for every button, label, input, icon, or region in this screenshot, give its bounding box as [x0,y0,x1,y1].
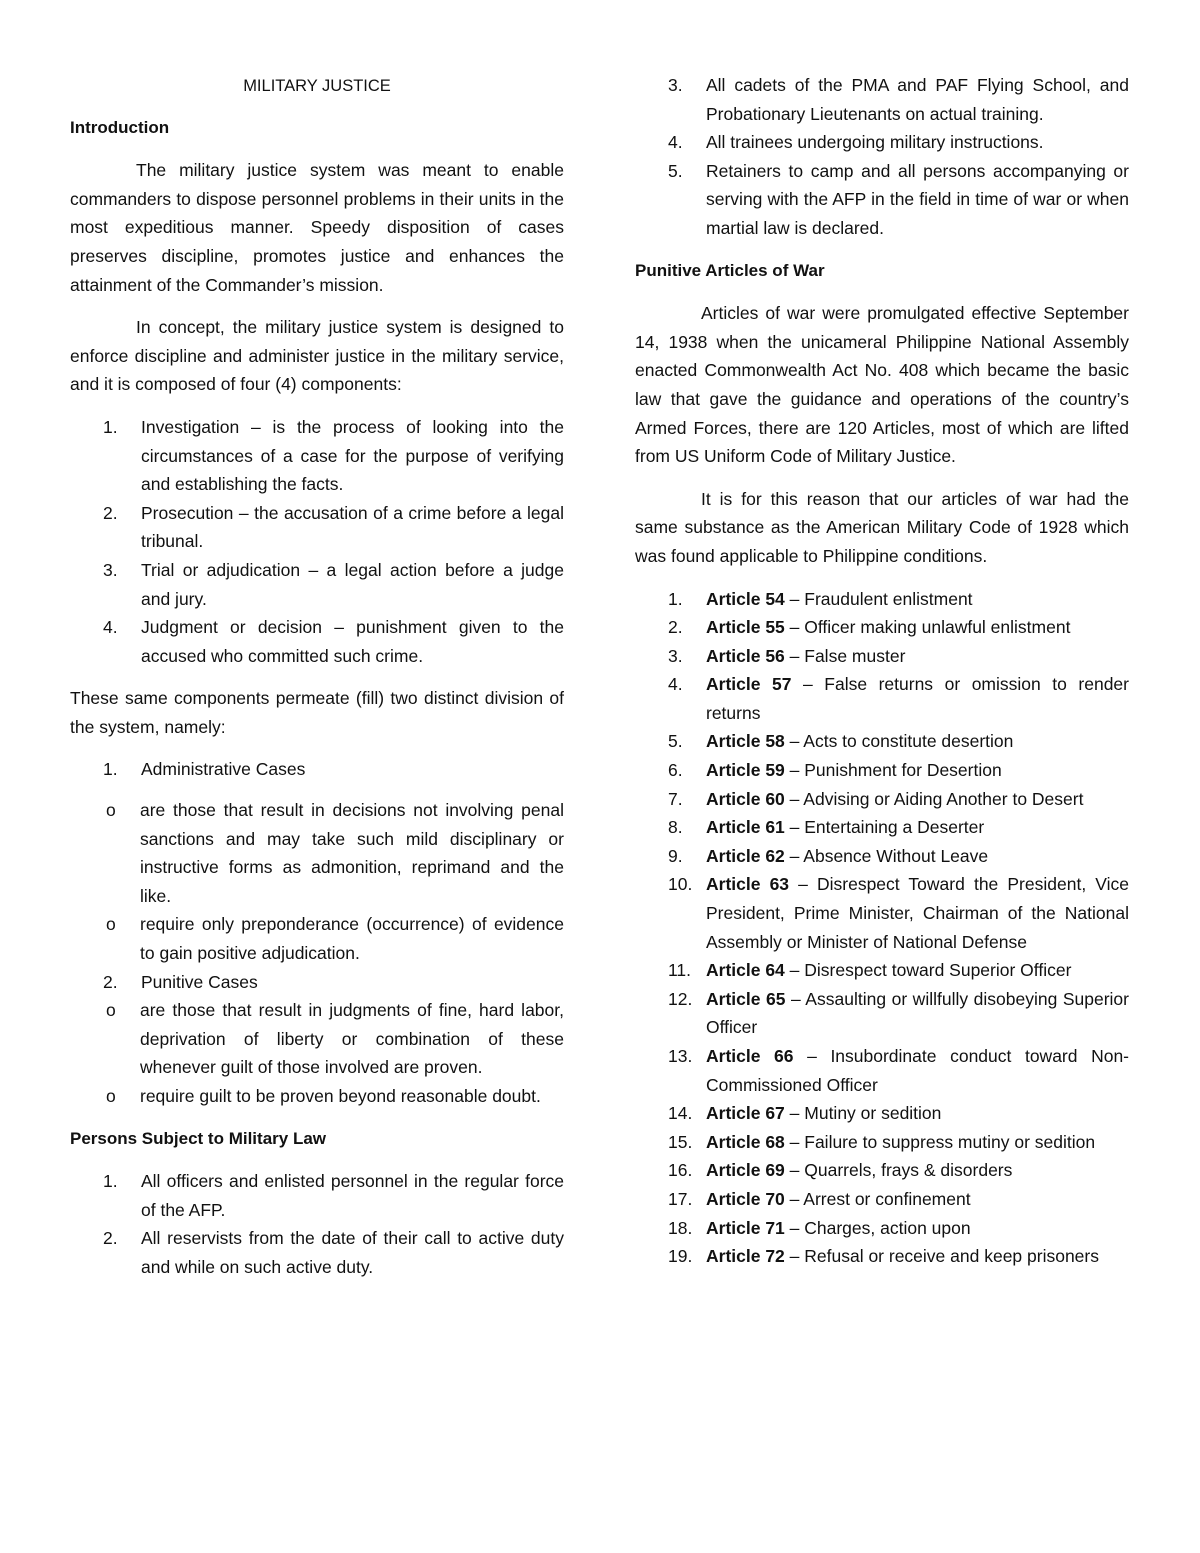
list-item: 1. Article 54 – Fraudulent enlistment [668,588,973,609]
list-item: 5. Retainers to camp and all persons accompanying or serving with the AFP in the field in time of war or when martial law is declared. [668,160,1129,238]
intro-paragraph-3: These same components permeate (fill) two distinct division of the system, namely: [70,688,564,737]
list-item: 13. Article 66 – Insubordinate conduct toward Non-Commissioned Officer [668,1046,1130,1095]
list-item: 2. Prosecution – the accusation of a crime before a legal tribunal. [103,502,564,552]
list-item: 18. Article 71 – Charges, action upon [668,1217,971,1238]
list-item: o require guilt to be proven beyond reasonable doubt. [106,1086,541,1106]
articles-list [635,585,1129,1271]
list-item: 8. Article 61 – Entertaining a Deserter [668,817,985,838]
list-item: 1. Administrative Cases [103,759,306,780]
list-item: 4. Judgment or decision – punishment given to the accused who committed such crime. [103,617,564,666]
list-item: 11. Article 64 – Disrespect toward Superior Officer [668,960,1072,981]
intro-paragraph-2: In concept, the military justice system is designed to enforce discipline and administer justice in the military service, and it is composed of four (4) components: [70,317,564,395]
list-item: 17. Article 70 – Arrest or confinement [668,1188,971,1209]
introduction-heading: Introduction [70,117,170,137]
list-item: 15. Article 68 – Failure to suppress mutiny or sedition [668,1131,1096,1152]
sub-bullet-list [70,996,564,1110]
list-item: 2. Article 55 – Officer making unlawful enlistment [668,617,1071,638]
persons-heading: Persons Subject to Military Law [70,1128,327,1148]
list-item: 2. All reservists from the date of their call to active duty and while on such active duty. [103,1228,564,1277]
list-item: 7. Article 60 – Advising or Aiding Another to Desert [668,788,1084,809]
list-item: o require only preponderance (occurrence) of evidence to gain positive adjudication. [106,914,564,964]
left-column [70,72,564,1296]
list-item: 1. All officers and enlisted personnel in the regular force of the AFP. [103,1171,564,1220]
components-list [70,413,564,670]
divisions-list [70,968,564,997]
document-title: MILITARY JUSTICE [243,77,391,95]
right-column [635,71,1129,1285]
list-item: 16. Article 69 – Quarrels, frays & disorders [668,1160,1013,1181]
list-item: 10. Article 63 – Disrespect Toward the President, Vice President, Prime Minister, Chairman of the National Assembly or Minister of National Defense [668,874,1130,952]
list-item: 3. Trial or adjudication – a legal action before a judge and jury. [103,559,564,609]
list-item: 6. Article 59 – Punishment for Desertion [668,760,1002,781]
list-item: 4. Article 57 – False returns or omission to render returns [668,674,1129,723]
list-item: 5. Article 58 – Acts to constitute desertion [668,731,1014,752]
intro-paragraph-1: The military justice system was meant to enable commanders to dispose personnel problems in their units in the most expeditious manner. Speedy disposition of cases preserves discipline, promotes justice and enhances the attainment of the Commander’s mission. [70,160,564,295]
list-item: 19. Article 72 – Refusal or receive and keep prisoners [668,1246,1099,1267]
list-item: 14. Article 67 – Mutiny or sedition [668,1103,942,1124]
sub-bullet-list [70,796,564,968]
list-item: 12. Article 65 – Assaulting or willfully disobeying Superior Officer [668,988,1129,1038]
persons-list-continued [635,71,1129,243]
punitive-paragraph-1: Articles of war were promulgated effective September 14, 1938 when the unicameral Philippine National Assembly enacted Commonwealth Act No. 408 which became the basic law that gave the guidance and operations of the country’s Armed Forces, there are 120 Articles, most of which are lifted from US Uniform Code of Military Justice. [635,303,1129,467]
list-item: 3. All cadets of the PMA and PAF Flying School, and Probationary Lieutenants on actual training. [668,75,1129,124]
punitive-paragraph-2: It is for this reason that our articles of war had the same substance as the American Military Code of 1928 which was found applicable to Philippine conditions. [635,488,1129,566]
list-item: 3. Article 56 – False muster [668,645,906,666]
list-item: o are those that result in decisions not involving penal sanctions and may take such mild disciplinary or instructive forms as admonition, reprimand and the like. [106,800,564,906]
list-item: 2. Punitive Cases [103,971,258,992]
list-item: 9. Article 62 – Absence Without Leave [668,845,989,866]
list-item: 4. All trainees undergoing military instructions. [668,132,1044,153]
list-item: o are those that result in judgments of fine, hard labor, deprivation of liberty or combination of these whenever guilt of those involved are proven. [106,1000,564,1078]
list-item: 1. Investigation – is the process of looking into the circumstances of a case for the purpose of verifying and establishing the facts. [103,416,564,495]
divisions-list [70,755,564,784]
punitive-articles-heading: Punitive Articles of War [635,260,825,280]
persons-list [70,1167,564,1281]
